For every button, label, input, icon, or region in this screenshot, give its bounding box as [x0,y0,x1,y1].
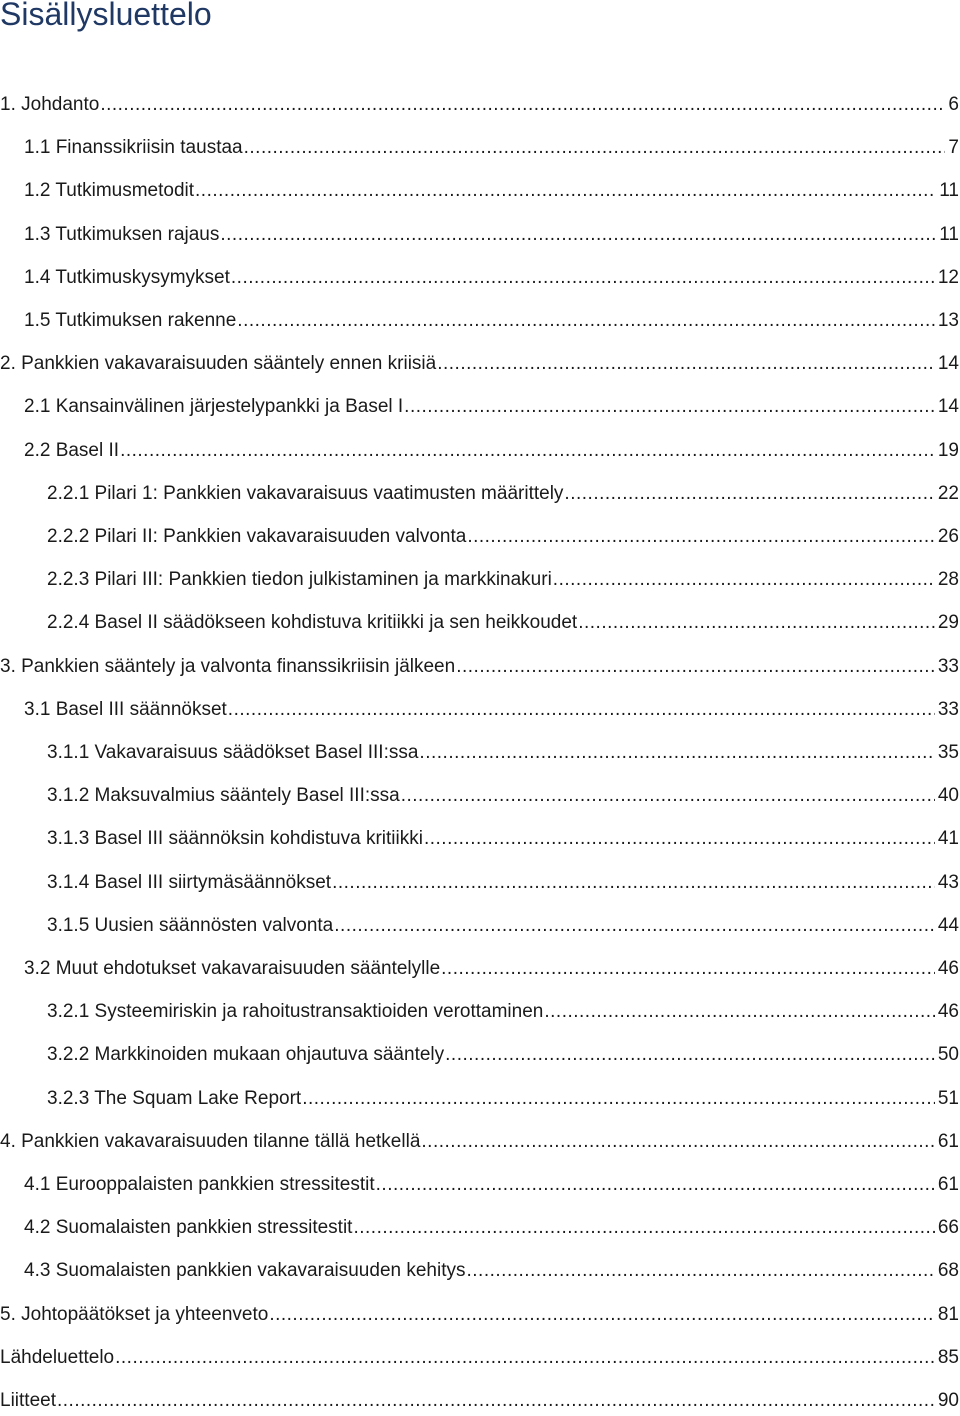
dot-leader [441,954,935,984]
toc-page-number: 43 [937,871,959,893]
dot-leader [424,824,935,854]
toc-page-number: 44 [937,914,959,936]
dot-leader [564,479,934,509]
toc-page-number: 41 [937,828,959,850]
dot-leader [437,349,935,379]
toc-entry-label: 3. Pankkien sääntely ja valvonta finanssikriisin jälkeen [0,655,456,677]
toc-entry-label: 4.2 Suomalaisten pankkien stressitestit [24,1217,353,1239]
dot-leader [231,263,935,293]
toc-entry-label: 2.2 Basel II [24,439,120,461]
dot-leader [353,1213,934,1243]
toc-entry-label: 1. Johdanto [0,94,100,115]
toc-entry-label: 3.2 Muut ehdotukset vakavaraisuuden sääntelylle [24,958,441,979]
toc-entry-label: 3.2.2 Markkinoiden mukaan ohjautuva sääntely [47,1044,445,1066]
dot-leader [334,911,935,941]
dot-leader [332,868,935,898]
dot-leader [467,522,935,552]
toc-entry-label: 2.2.4 Basel II säädökseen kohdistuva kritiikki ja sen heikkoudet [47,612,578,634]
dot-leader [195,176,936,206]
toc-entry[interactable] [0,349,960,379]
toc-entry-label: 3.1.2 Maksuvalmius sääntely Basel III:ssa [47,785,400,807]
toc-entry[interactable] [24,436,960,466]
toc-entry[interactable] [24,695,960,725]
toc-page-number: 35 [937,742,959,763]
toc-entry-label: 3.1.5 Uusien säännösten valvonta [47,914,334,936]
toc-entry[interactable] [47,738,960,768]
toc-entry-label: 5. Johtopäätökset ja yhteenveto [0,1303,269,1325]
dot-leader [467,1256,935,1286]
dot-leader [401,781,935,811]
toc-entry[interactable] [0,1127,960,1157]
toc-page-number: 28 [937,569,959,591]
toc-entry[interactable] [47,1040,960,1070]
toc-entry[interactable] [47,608,960,638]
toc-page-number: 61 [937,1174,959,1195]
toc-entry-label: 1.5 Tutkimuksen rakenne [24,310,237,331]
toc-entry[interactable] [24,133,960,163]
toc-entry-label: 2. Pankkien vakavaraisuuden sääntely ennen kriisiä [0,353,437,375]
toc-entry[interactable] [24,954,960,984]
toc-page-number: 33 [937,655,959,677]
toc-entry[interactable] [0,652,960,682]
toc-entry-label: 2.2.2 Pilari II: Pankkien vakavaraisuuden valvonta [47,526,467,547]
toc-page-number: 12 [937,266,959,288]
toc-entry-label: Lähdeluettelo [0,1346,115,1368]
dot-leader [269,1300,935,1330]
toc-entry[interactable] [47,997,960,1027]
toc-entry-label: 1.3 Tutkimuksen rajaus [24,223,220,245]
toc-entry-label: 4. Pankkien vakavaraisuuden tilanne tällä hetkellä [0,1130,421,1152]
toc-page-number: 68 [937,1260,959,1282]
dot-leader [404,392,935,422]
toc-entry[interactable] [47,479,960,509]
toc-page-number: 26 [937,526,959,547]
toc-page-number: 7 [948,137,959,159]
toc-page-number: 61 [937,1130,959,1152]
dot-leader [421,1127,934,1157]
toc-entry[interactable] [47,824,960,854]
toc-entry-label: 3.1.3 Basel III säännöksin kohdistuva kritiikki [47,828,423,850]
toc-entry[interactable] [0,1386,960,1416]
toc-entry-label: 2.1 Kansainvälinen järjestelypankki ja Basel I [24,396,404,418]
dot-leader [376,1170,935,1200]
toc-page-number: 66 [937,1217,959,1239]
toc-page-number: 33 [937,698,959,720]
page-title: Sisällysluettelo [0,0,212,32]
dot-leader [120,436,935,466]
toc-entry-label: 3.1.4 Basel III siirtymäsäännökset [47,871,332,893]
dot-leader [115,1343,935,1373]
toc-page-number: 40 [937,785,959,807]
dot-leader [100,90,945,120]
toc-entry[interactable] [47,868,960,898]
toc-entry[interactable] [24,1170,960,1200]
toc-entry[interactable] [0,1300,960,1330]
toc-entry[interactable] [0,90,960,120]
toc-page-number: 6 [948,94,959,115]
dot-leader [228,695,935,725]
toc-entry[interactable] [24,176,960,206]
toc-entry-label: 3.2.1 Systeemiriskin ja rahoitustransaktioiden verottaminen [47,1001,544,1023]
dot-leader [302,1084,935,1114]
toc-page-number: 51 [937,1087,959,1109]
toc-page-number: 11 [939,180,959,202]
toc-page-number: 11 [939,223,959,245]
toc-entry-label: 1.1 Finanssikriisin taustaa [24,137,243,159]
toc-entry[interactable] [47,911,960,941]
toc-page-number: 46 [937,958,959,979]
toc-entry[interactable] [24,1256,960,1286]
toc-entry[interactable] [47,522,960,552]
toc-entry-label: 3.1.1 Vakavaraisuus säädökset Basel III:ssa [47,742,419,763]
dot-leader [553,565,935,595]
toc-page-number: 81 [937,1303,959,1325]
toc-entry[interactable] [24,306,960,336]
toc-entry-label: 3.2.3 The Squam Lake Report [47,1087,302,1109]
dot-leader [220,220,936,250]
dot-leader [544,997,935,1027]
toc-entry-label: Liitteet [0,1390,56,1411]
toc-entry-label: 3.1 Basel III säännökset [24,698,227,720]
toc-page-number: 14 [937,396,959,418]
toc-entry-label: 2.2.1 Pilari 1: Pankkien vakavaraisuus vaatimusten määrittely [47,482,564,504]
dot-leader [445,1040,935,1070]
toc-page-number: 46 [937,1001,959,1023]
toc-entry[interactable] [24,263,960,293]
toc-entry-label: 1.2 Tutkimusmetodit [24,180,195,202]
dot-leader [419,738,934,768]
toc-entry-label: 2.2.3 Pilari III: Pankkien tiedon julkistaminen ja markkinakuri [47,569,552,591]
toc-page-number: 29 [937,612,959,634]
toc-page-number: 22 [937,482,959,504]
toc-page-number: 85 [937,1346,959,1368]
toc-entry[interactable] [47,565,960,595]
toc-entry[interactable] [24,220,960,250]
dot-leader [237,306,935,336]
dot-leader [578,608,935,638]
dot-leader [456,652,935,682]
toc-entry[interactable] [47,781,960,811]
dot-leader [244,133,946,163]
toc-page-number: 90 [937,1390,959,1411]
toc-page-number: 13 [937,310,959,331]
toc-page-number: 19 [937,439,959,461]
toc-entry-label: 4.3 Suomalaisten pankkien vakavaraisuuden kehitys [24,1260,466,1282]
dot-leader [57,1386,935,1416]
toc-entry[interactable] [24,392,960,422]
toc-entry-label: 1.4 Tutkimuskysymykset [24,266,230,288]
toc-page-number: 50 [937,1044,959,1066]
toc-entry-label: 4.1 Eurooppalaisten pankkien stressitestit [24,1174,375,1195]
toc-entry[interactable] [24,1213,960,1243]
toc-page-number: 14 [937,353,959,375]
toc-entry[interactable] [0,1343,960,1373]
toc-entry[interactable] [47,1084,960,1114]
